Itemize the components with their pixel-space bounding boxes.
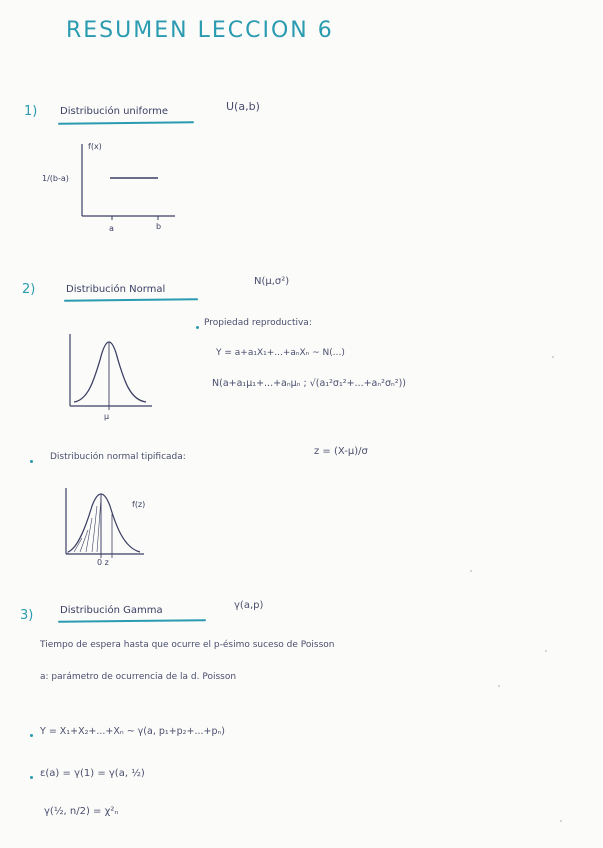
uniform-tick-b-label: b (156, 222, 162, 231)
section1-notation: U(a,b) (226, 100, 260, 113)
section1-underline (58, 121, 194, 124)
reproductive-formula-1: Y = a+a₁X₁+...+aₙXₙ ~ N(...) (216, 348, 345, 358)
bullet-gamma-sum (30, 734, 33, 737)
uniform-tick-a-label: a (109, 224, 114, 233)
typified-shaded-area (68, 494, 101, 554)
paper-speck (545, 650, 547, 652)
uniform-yvalue: 1/(b-a) (42, 174, 69, 183)
gamma-formula-2: ε(a) = γ(1) = γ(a, ½) (40, 768, 145, 779)
uniform-ylabel: f(x) (88, 142, 102, 151)
paper-speck (470, 570, 472, 572)
page-title: RESUMEN LECCION 6 (66, 18, 334, 43)
section2-underline (64, 298, 198, 301)
section3-notation: γ(a,p) (234, 600, 264, 611)
gamma-formula-3: γ(½, n/2) = χ²ₙ (44, 806, 119, 817)
typified-fz-label: f(z) (132, 500, 146, 509)
bullet-gamma-exp (30, 776, 33, 779)
section1-heading: Distribución uniforme (60, 106, 169, 117)
paper-speck (552, 356, 554, 358)
gamma-description-line2: a: parámetro de ocurrencia de la d. Poisson (40, 672, 237, 682)
typified-formula: z = (X-μ)/σ (314, 446, 368, 457)
normal-mu-label: μ (104, 412, 110, 421)
section2-heading: Distribución Normal (66, 284, 166, 295)
section1-number: 1) (24, 104, 38, 119)
normal-curve (74, 342, 146, 402)
bullet-typified (30, 460, 33, 463)
reproductive-property-label: Propiedad reproductiva: (204, 318, 312, 328)
typified-ticks: 0 z (97, 558, 109, 567)
section3-number: 3) (20, 608, 34, 623)
paper-speck (560, 820, 562, 822)
normal-graph (60, 330, 160, 420)
section3-heading: Distribución Gamma (60, 605, 163, 616)
gamma-formula-1: Y = X₁+X₂+...+Xₙ ~ γ(a, p₁+p₂+...+pₙ) (40, 726, 225, 737)
bullet-reproductive (196, 326, 199, 329)
typified-graph (60, 486, 150, 566)
section2-notation: N(μ,σ²) (254, 276, 290, 287)
typified-hatching (74, 498, 101, 552)
section2-number: 2) (22, 282, 36, 297)
section3-underline (58, 619, 206, 623)
typified-normal-label: Distribución normal tipificada: (50, 452, 186, 462)
gamma-description-line1: Tiempo de espera hasta que ocurre el p-ésimo suceso de Poisson (40, 640, 335, 650)
paper-speck (498, 685, 500, 687)
reproductive-formula-2: N(a+a₁μ₁+...+aₙμₙ ; √(a₁²σ₁²+...+aₙ²σₙ²)) (212, 378, 406, 389)
